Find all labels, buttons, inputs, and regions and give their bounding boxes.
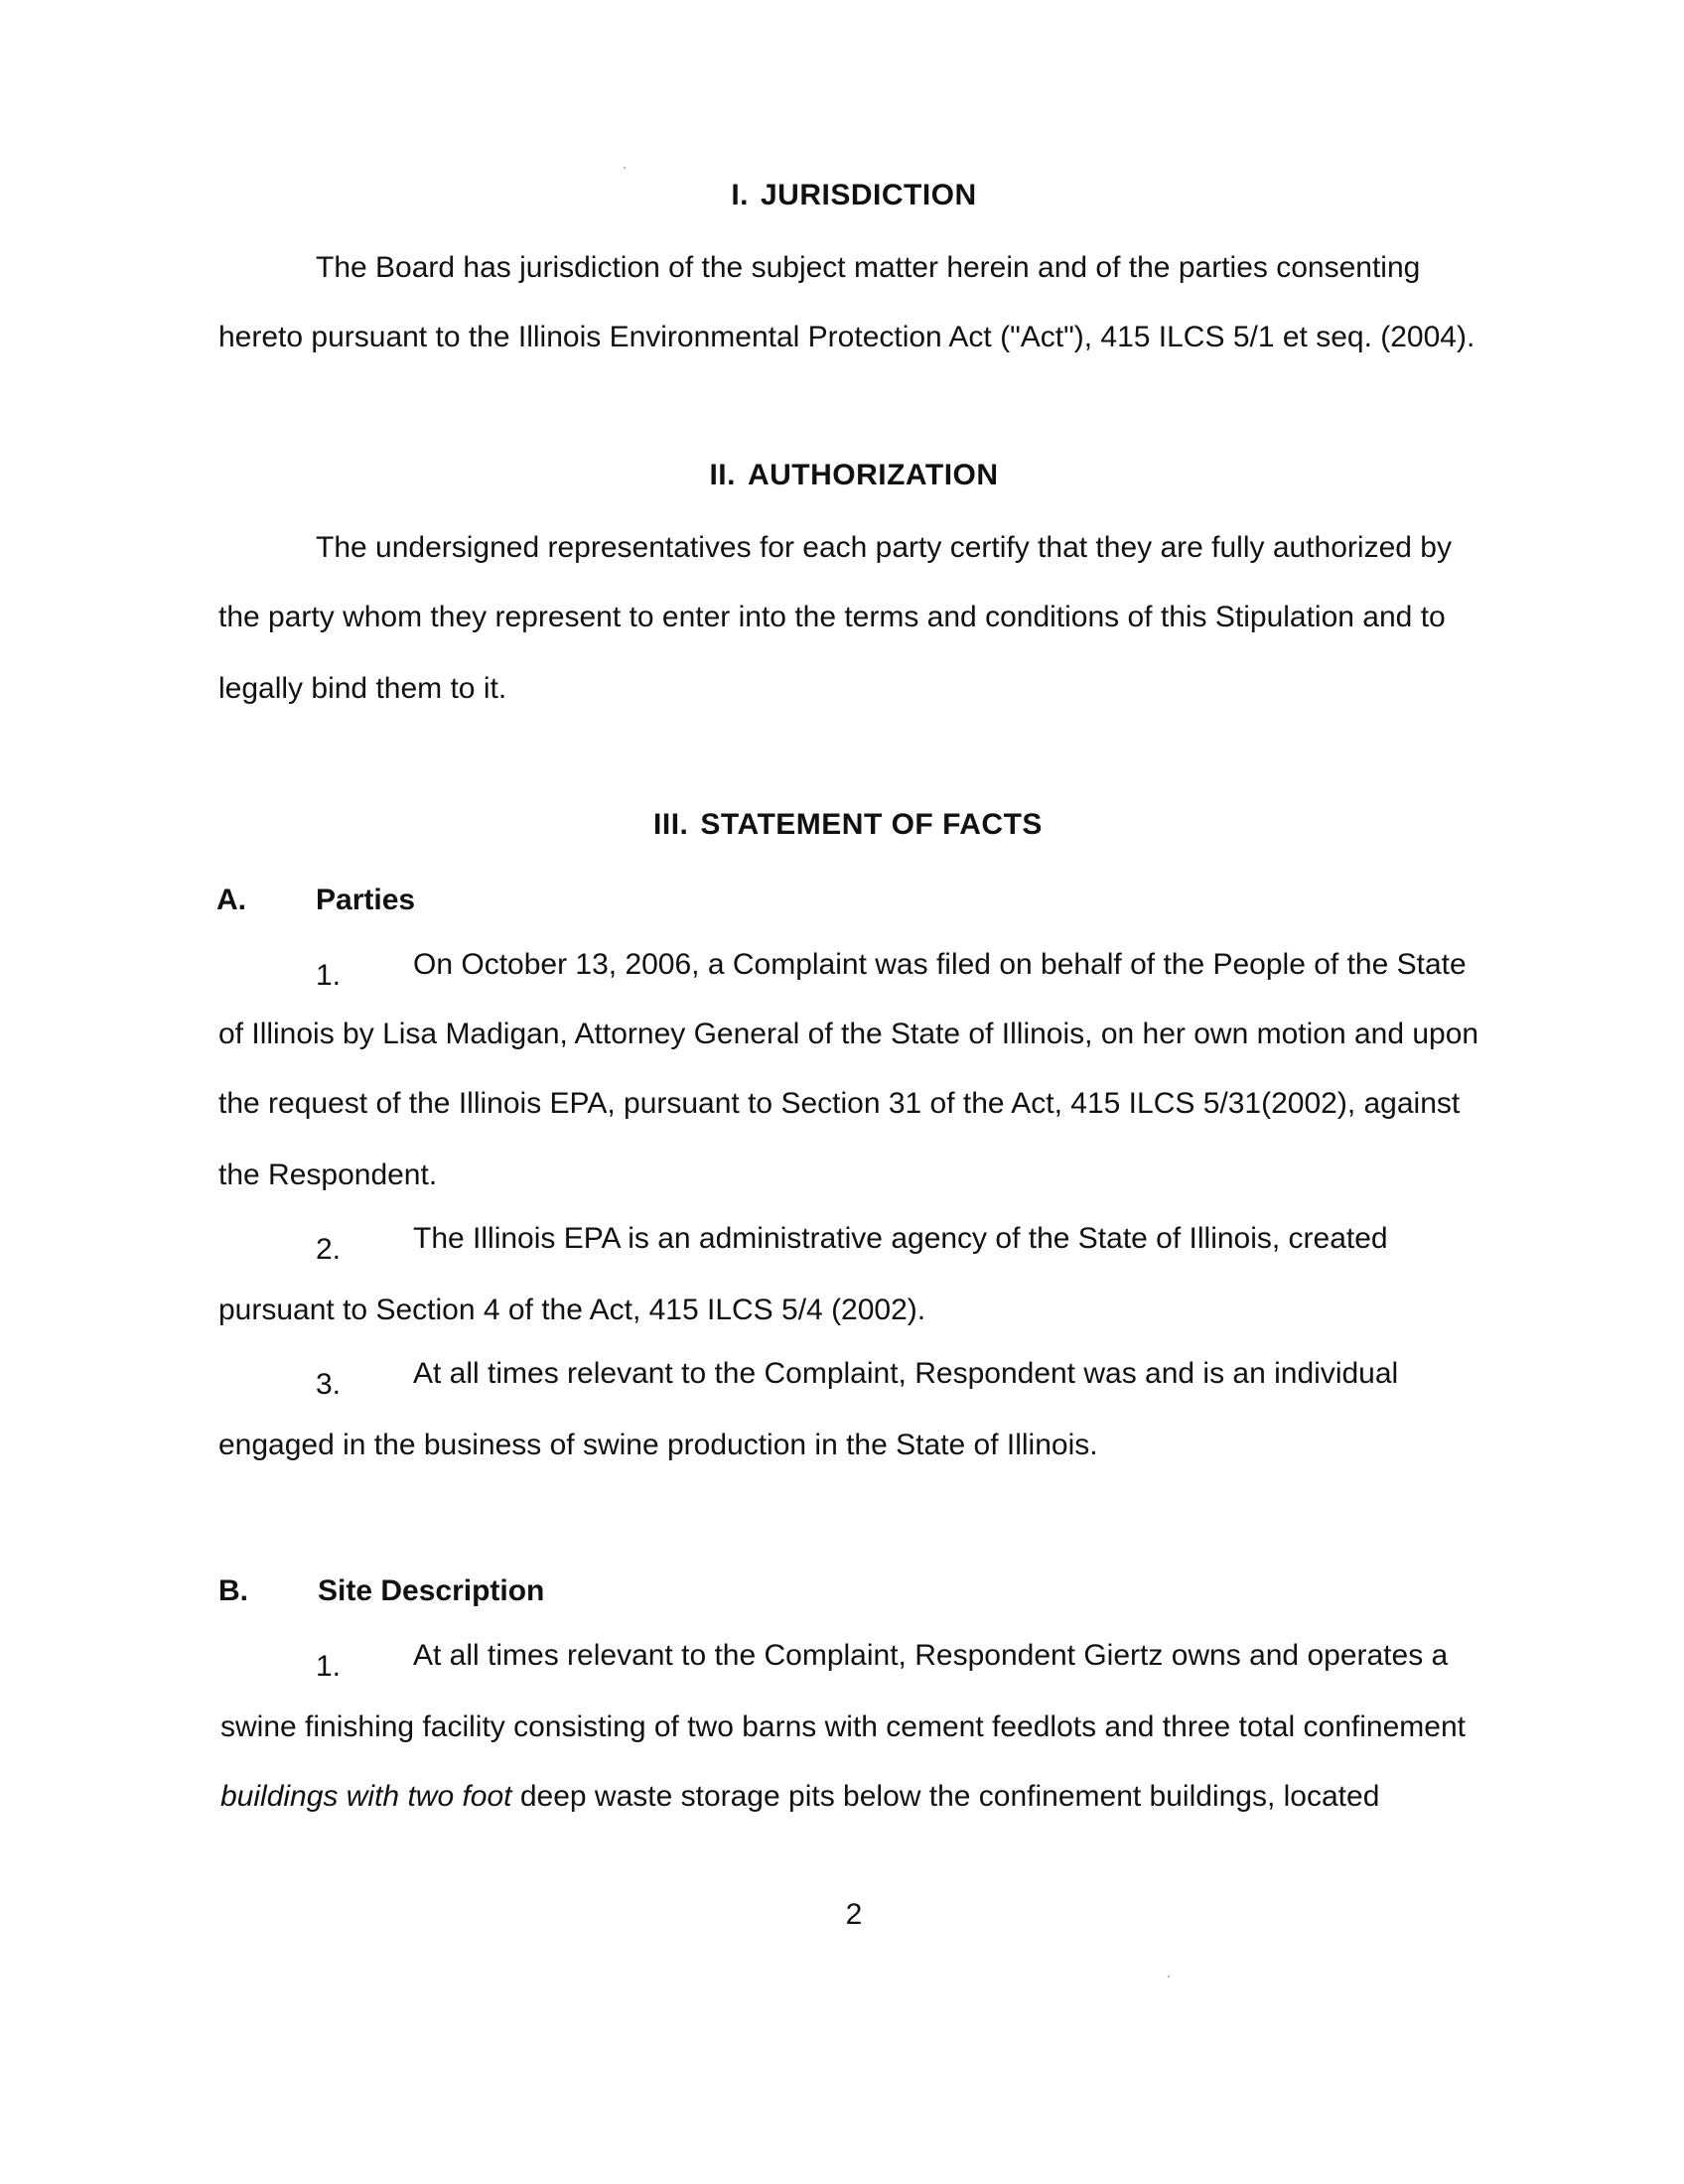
section-heading-authorization: [12, 459, 1684, 492]
parties-3-line-1: At all times relevant to the Complaint, Respondent was and is an individual: [413, 1357, 1399, 1390]
site-1-line-3: [220, 1779, 1379, 1815]
section-title: STATEMENT OF FACTS: [700, 808, 1043, 841]
section-number: II.: [709, 459, 736, 491]
paragraph-number: 3.: [316, 1368, 342, 1401]
subheading-title: Parties: [316, 884, 416, 916]
site-1-line-3-italic: buildings with two foot: [220, 1780, 512, 1813]
page-number: 2: [845, 1898, 863, 1931]
subheading-site-description: [218, 1574, 544, 1608]
scan-speck: [1168, 1976, 1170, 1978]
site-1-line-1: At all times relevant to the Complaint, Respondent Giertz owns and operates a: [413, 1639, 1449, 1672]
paragraph-number: 2.: [316, 1233, 342, 1266]
parties-1-line-1: On October 13, 2006, a Complaint was filed on behalf of the People of the State: [413, 948, 1467, 981]
section-title: AUTHORIZATION: [747, 459, 999, 491]
parties-1-line-3: the request of the Illinois EPA, pursuant to Section 31 of the Act, 415 ILCS 5/31(2002), against: [218, 1087, 1461, 1120]
parties-1-line-4: the Respondent.: [218, 1159, 438, 1191]
subheading-parties: [216, 884, 415, 917]
scan-speck: [624, 167, 626, 169]
subheading-letter: B.: [218, 1574, 248, 1607]
section-number: III.: [653, 808, 689, 841]
section-heading-jurisdiction: [12, 179, 1684, 212]
subheading-title: Site Description: [318, 1574, 545, 1607]
parties-1-line-2: of Illinois by Lisa Madigan, Attorney General of the State of Illinois, on her own motion and upon: [218, 1018, 1479, 1050]
subheading-letter: A.: [216, 884, 246, 916]
parties-3-line-2: engaged in the business of swine production in the State of Illinois.: [218, 1429, 1098, 1461]
section-title: JURISDICTION: [760, 179, 977, 211]
section-heading-facts: [6, 808, 1684, 842]
authorization-line-1: The undersigned representatives for each party certify that they are fully authorized by: [316, 531, 1452, 564]
authorization-line-3: legally bind them to it.: [218, 672, 507, 705]
paragraph-number: 1.: [316, 959, 342, 992]
parties-2-line-1: The Illinois EPA is an administrative agency of the State of Illinois, created: [413, 1222, 1388, 1255]
section-number: I.: [731, 179, 749, 211]
jurisdiction-line-1: The Board has jurisdiction of the subject matter herein and of the parties consenting: [316, 251, 1421, 284]
paragraph-number: 1.: [316, 1650, 342, 1683]
parties-2-line-2: pursuant to Section 4 of the Act, 415 ILCS 5/4 (2002).: [218, 1294, 926, 1326]
site-1-line-3-rest: deep waste storage pits below the confinement buildings, located: [511, 1780, 1380, 1813]
site-1-line-2: swine finishing facility consisting of two barns with cement feedlots and three total confinement: [220, 1710, 1466, 1743]
jurisdiction-line-2: hereto pursuant to the Illinois Environmental Protection Act ("Act"), 415 ILCS 5/1 et seq. (2004).: [218, 321, 1475, 353]
authorization-line-2: the party whom they represent to enter into the terms and conditions of this Stipulation and to: [218, 601, 1446, 633]
